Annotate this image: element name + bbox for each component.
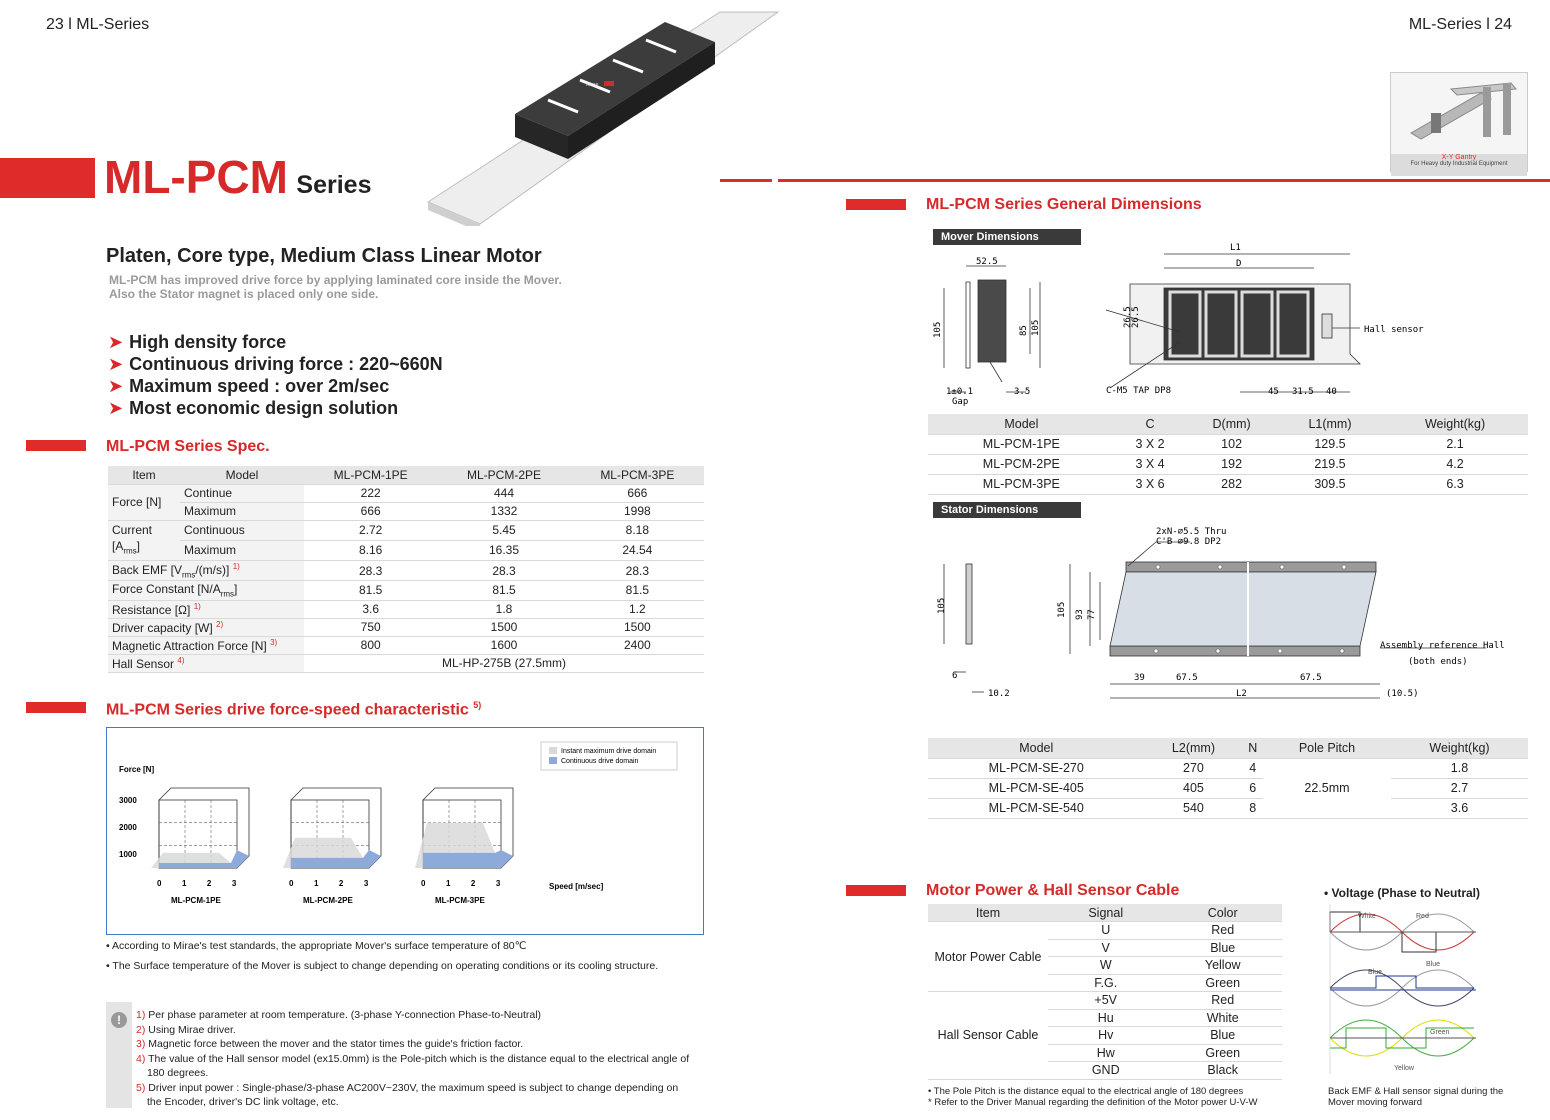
spec-section-title: ML-PCM Series Spec. <box>106 438 270 455</box>
dim-asm2: (both ends) <box>1408 657 1468 667</box>
wave-label: Yellow <box>1394 1065 1414 1072</box>
title-accent-bar <box>0 158 95 198</box>
xtick-label: 0 <box>157 879 162 888</box>
product-desc-1: ML-PCM has improved drive force by applying laminated core inside the Mover. <box>109 273 562 287</box>
feature-item: ➤ Most economic design solution <box>108 398 399 418</box>
dim-39: 39 <box>1134 673 1145 683</box>
wave-label: Blue <box>1426 961 1441 968</box>
dim-105a: 105 <box>937 597 947 614</box>
linear-motor-image <box>420 4 780 226</box>
spec-header-model: Model <box>180 466 304 484</box>
force-speed-chart-box <box>106 727 704 935</box>
spec-table <box>108 466 704 673</box>
dim-a: 26.5 <box>1123 306 1133 328</box>
stator-dimensions-tag: Stator Dimensions <box>933 502 1081 518</box>
table-row: W Yellow <box>928 957 1282 975</box>
table-row: Current $[A_{rms}]$ Continuous 2.72 5.45 8.18 <box>108 520 704 540</box>
dim-105b: 105 <box>1057 601 1067 618</box>
legend-continuous-label: Continuous drive domain <box>561 758 639 765</box>
footnote-item: 180 degrees. <box>147 1067 209 1079</box>
table-row: Hall Sensor Cable +5V Red <box>928 992 1282 1010</box>
xtick-label: 1 <box>445 879 451 888</box>
dim-675a: 67.5 <box>1176 673 1198 683</box>
footnotes <box>136 1008 708 1110</box>
dim-h1: 105 <box>933 321 943 338</box>
voltage-caption-2: Mover moving forward <box>1328 1097 1422 1108</box>
dim-gap1: 1±0.1 <box>946 387 974 397</box>
dim-6: 6 <box>952 671 958 681</box>
cable-note-1: • The Pole Pitch is the distance equal to the electrical angle of 180 degrees <box>928 1086 1244 1097</box>
chevron-right-icon: ➤ <box>108 398 124 418</box>
mover-dimensions-tag: Mover Dimensions <box>933 229 1081 245</box>
subchart-name: ML-PCM-1PE <box>171 896 221 905</box>
voltage-caption-1: Back EMF & Hall sensor signal during the <box>1328 1086 1504 1097</box>
exclamation-icon: ! <box>111 1012 127 1028</box>
dim-40: 40 <box>1326 387 1337 397</box>
chart-legend <box>541 742 677 770</box>
chevron-right-icon: ➤ <box>108 354 124 374</box>
dim-e: 3.5 <box>1014 387 1031 397</box>
force-speed-subchart <box>151 788 249 905</box>
left-page-number: 23 l ML-Series <box>46 16 150 33</box>
force-speed-accent-bar <box>26 702 86 713</box>
xtick-label: 2 <box>206 879 212 888</box>
xtick-label: 2 <box>470 879 476 888</box>
dim-holes2: C'B ∅9.8 DP2 <box>1156 537 1222 547</box>
page-title-suffix: Series <box>296 171 372 199</box>
right-divider-short <box>720 179 772 182</box>
force-speed-chart <box>107 728 703 934</box>
table-row: Hu White <box>928 1009 1282 1027</box>
table-row: Back EMF $[V_{rms}/(m/s)]$ $^{1)}$ 28.3 28.3 28.3 <box>108 560 704 580</box>
mirae-logo-mark <box>604 81 614 86</box>
table-row: F.G. Green <box>928 974 1282 992</box>
force-speed-subchart <box>415 788 513 905</box>
footnote-item: 2) Using Mirae driver. <box>136 1023 236 1036</box>
footnote-item: 4) The value of the Hall sensor model (ex15.0mm) is the Pole-pitch which is the distance equal to the electrical angle of <box>136 1052 690 1065</box>
gantry-image-box <box>1390 72 1528 172</box>
gantry-caption-bar <box>1391 154 1527 176</box>
xtick-label: 3 <box>231 879 237 888</box>
xtick-label: 2 <box>338 879 344 888</box>
voltage-waveforms <box>1326 904 1486 1082</box>
dim-h3: 105 <box>1031 319 1041 336</box>
motor-cable-label: Motor Power Cable <box>928 922 1048 992</box>
feature-item: ➤ High density force <box>108 332 287 352</box>
footnote-item: 1) Per phase parameter at room temperature. (3-phase Y-connection Phase-to-Neutral) <box>136 1009 542 1021</box>
current-label: Current $[A_{rms}]$ <box>108 520 180 560</box>
ytick-label: 1000 <box>119 850 137 859</box>
mover-drawing <box>930 242 1530 408</box>
page-title-block <box>104 150 371 204</box>
chart-ylabel: Force [N] <box>119 765 155 774</box>
dim-asm1: Assembly reference Hall <box>1380 641 1505 651</box>
force-speed-subchart <box>283 788 381 905</box>
table-row: ML-PCM-SE-540 540 8 3.6 <box>928 798 1528 818</box>
dim-105: (10.5) <box>1386 689 1419 699</box>
product-subtitle: Platen, Core type, Medium Class Linear Motor <box>106 245 542 267</box>
table-row: Maximum 8.16 16.35 24.54 <box>108 540 704 560</box>
footnote-item: 3) Magnetic force between the mover and the stator times the guide's friction factor. <box>136 1038 524 1050</box>
cable-table: Item Signal Color Motor Power Cable U Red V Blue W Yellow F.G. Green Hall Sensor Cable +5V Red Hu White Hv Blue Hw Green GND Black <box>928 904 1282 1080</box>
table-row: Hw Green <box>928 1044 1282 1062</box>
ytick-label: 3000 <box>119 796 137 805</box>
dim-675b: 67.5 <box>1300 673 1322 683</box>
table-row: GND Black <box>928 1062 1282 1080</box>
dim-31: 31.5 <box>1292 387 1314 397</box>
dim-hall: Hall sensor <box>1364 325 1424 335</box>
cable-accent-bar <box>846 885 906 896</box>
stator-table: Model L2(mm) N Pole Pitch Weight(kg) ML-PCM-SE-270 270 4 22.5mm 1.8 ML-PCM-SE-405 405 6 2.7 ML-PCM-SE-540 540 8 3.6 <box>928 738 1528 819</box>
pole-pitch-value: 22.5mm <box>1263 758 1391 818</box>
voltage-title: • Voltage (Phase to Neutral) <box>1324 886 1481 900</box>
feature-list <box>108 331 443 419</box>
table-row: Motor Power Cable U Red <box>928 922 1282 940</box>
table-row: Hv Blue <box>928 1027 1282 1045</box>
footnote-item: the Encoder, driver's DC link voltage, etc. <box>147 1096 339 1108</box>
product-desc-2: Also the Stator magnet is placed only one side. <box>109 287 379 301</box>
gantry-image <box>1391 73 1527 149</box>
footnote-side-bar <box>106 1002 132 1108</box>
table-row: Magnetic Attraction Force [N] $^{3)}$ 800 1600 2400 <box>108 636 704 654</box>
table-row: Hall Sensor $^{4)}$ ML-HP-275B (27.5mm) <box>108 654 704 672</box>
spec-header-item: Item <box>108 466 180 484</box>
wave-label: Blue <box>1368 969 1383 976</box>
chart-note-2: • The Surface temperature of the Mover is subject to change depending on operating conditions or its cooling structure. <box>106 960 659 972</box>
right-divider-long <box>778 179 1550 182</box>
dim-l2: L2 <box>1236 689 1247 699</box>
chevron-right-icon: ➤ <box>108 376 124 396</box>
gantry-caption: X-Y Gantry <box>1441 154 1477 161</box>
table-row: Force Constant $[N/A_{rms}]$ 81.5 81.5 81.5 <box>108 581 704 600</box>
table-row: ML-PCM-SE-405 405 6 2.7 <box>928 778 1528 798</box>
dim-l1: L1 <box>1230 243 1241 253</box>
feature-item: ➤ Continuous driving force : 220~660N <box>108 354 443 374</box>
dim-gap2: Gap <box>952 397 969 407</box>
right-page-number: ML-Series l 24 <box>1408 16 1512 33</box>
xtick-label: 0 <box>289 879 294 888</box>
table-row: ML-PCM-2PE 3 X 4 192 219.5 4.2 <box>928 454 1528 474</box>
dim-d: D <box>1236 259 1242 269</box>
wave-label: Green <box>1430 1029 1450 1036</box>
legend-instant-label: Instant maximum drive domain <box>561 748 657 755</box>
dim-93: 93 <box>1075 609 1085 620</box>
page-title: ML-PCM <box>104 151 288 203</box>
wave-label: Red <box>1416 913 1429 920</box>
subchart-name: ML-PCM-3PE <box>435 896 485 905</box>
ytick-label: 2000 <box>119 823 137 832</box>
table-row: Force [N] Continue 222 444 666 <box>108 484 704 502</box>
table-row: ML-PCM-1PE 3 X 2 102 129.5 2.1 <box>928 434 1528 454</box>
spec-header-1pe: ML-PCM-1PE <box>304 466 437 484</box>
xtick-label: 3 <box>495 879 501 888</box>
chevron-right-icon: ➤ <box>108 332 124 352</box>
force-label: Force [N] <box>108 484 180 520</box>
table-row: ML-PCM-SE-270 270 4 22.5mm 1.8 <box>928 758 1528 778</box>
xtick-label: 1 <box>313 879 319 888</box>
stator-drawing <box>930 522 1530 708</box>
table-row: Maximum 666 1332 1998 <box>108 502 704 520</box>
force-speed-title: ML-PCM Series drive force-speed characteristic $^{5)}$ <box>106 700 482 719</box>
table-row: ML-PCM-3PE 3 X 6 282 309.5 6.3 <box>928 474 1528 494</box>
dimensions-title: ML-PCM Series General Dimensions <box>926 196 1202 213</box>
dim-10: 10.2 <box>988 689 1010 699</box>
chart-note-1: • According to Mirae's test standards, the appropriate Mover's surface temperature of 80℃ <box>106 940 527 952</box>
hall-cable-label: Hall Sensor Cable <box>928 992 1048 1080</box>
feature-item: ➤ Maximum speed : over 2m/sec <box>108 376 390 396</box>
chart-xlabel: Speed [m/sec] <box>549 882 604 891</box>
table-row: Resistance [Ω] $^{1)}$ 3.6 1.8 1.2 <box>108 600 704 618</box>
table-row: Driver capacity [W] $^{2)}$ 750 1500 1500 <box>108 618 704 636</box>
spec-header-2pe: ML-PCM-2PE <box>437 466 570 484</box>
dim-77: 77 <box>1087 609 1097 620</box>
dim-holes1: 2xN-∅5.5 Thru <box>1156 527 1227 537</box>
dim-45: 45 <box>1268 387 1279 397</box>
dim-b: 26.5 <box>1131 306 1141 328</box>
hall-sensor-value: ML-HP-275B (27.5mm) <box>304 654 704 672</box>
xtick-label: 3 <box>363 879 369 888</box>
spec-header-3pe: ML-PCM-3PE <box>571 466 704 484</box>
gantry-sub: For Heavy duty Industrial Equipment <box>1410 161 1508 167</box>
subchart-name: ML-PCM-2PE <box>303 896 353 905</box>
xtick-label: 0 <box>421 879 426 888</box>
footnote-item: 5) Driver input power : Single-phase/3-phase AC200V~230V, the maximum speed is subject to change depending on <box>136 1081 679 1094</box>
wave-label: White <box>1358 913 1376 920</box>
cable-note-2: * Refer to the Driver Manual regarding the definition of the Motor power U-V-W <box>928 1097 1258 1108</box>
xtick-label: 1 <box>181 879 187 888</box>
dim-h2: 85 <box>1019 325 1029 336</box>
spec-accent-bar <box>26 440 86 451</box>
legend-swatch-continuous <box>549 757 557 764</box>
mover-logo-text: Mirae <box>586 82 599 88</box>
dimensions-accent-bar <box>846 199 906 210</box>
legend-swatch-instant <box>549 747 557 754</box>
dim-c: C-M5 TAP DP8 <box>1106 386 1172 396</box>
dim-w: 52.5 <box>976 257 998 267</box>
table-row: V Blue <box>928 939 1282 957</box>
mover-table: Model C D(mm) L1(mm) Weight(kg) ML-PCM-1PE 3 X 2 102 129.5 2.1 ML-PCM-2PE 3 X 4 192 219.5 4.2 ML-PCM-3PE 3 X 6 282 309.5 6.3 <box>928 414 1528 495</box>
cable-title: Motor Power & Hall Sensor Cable <box>926 882 1180 899</box>
